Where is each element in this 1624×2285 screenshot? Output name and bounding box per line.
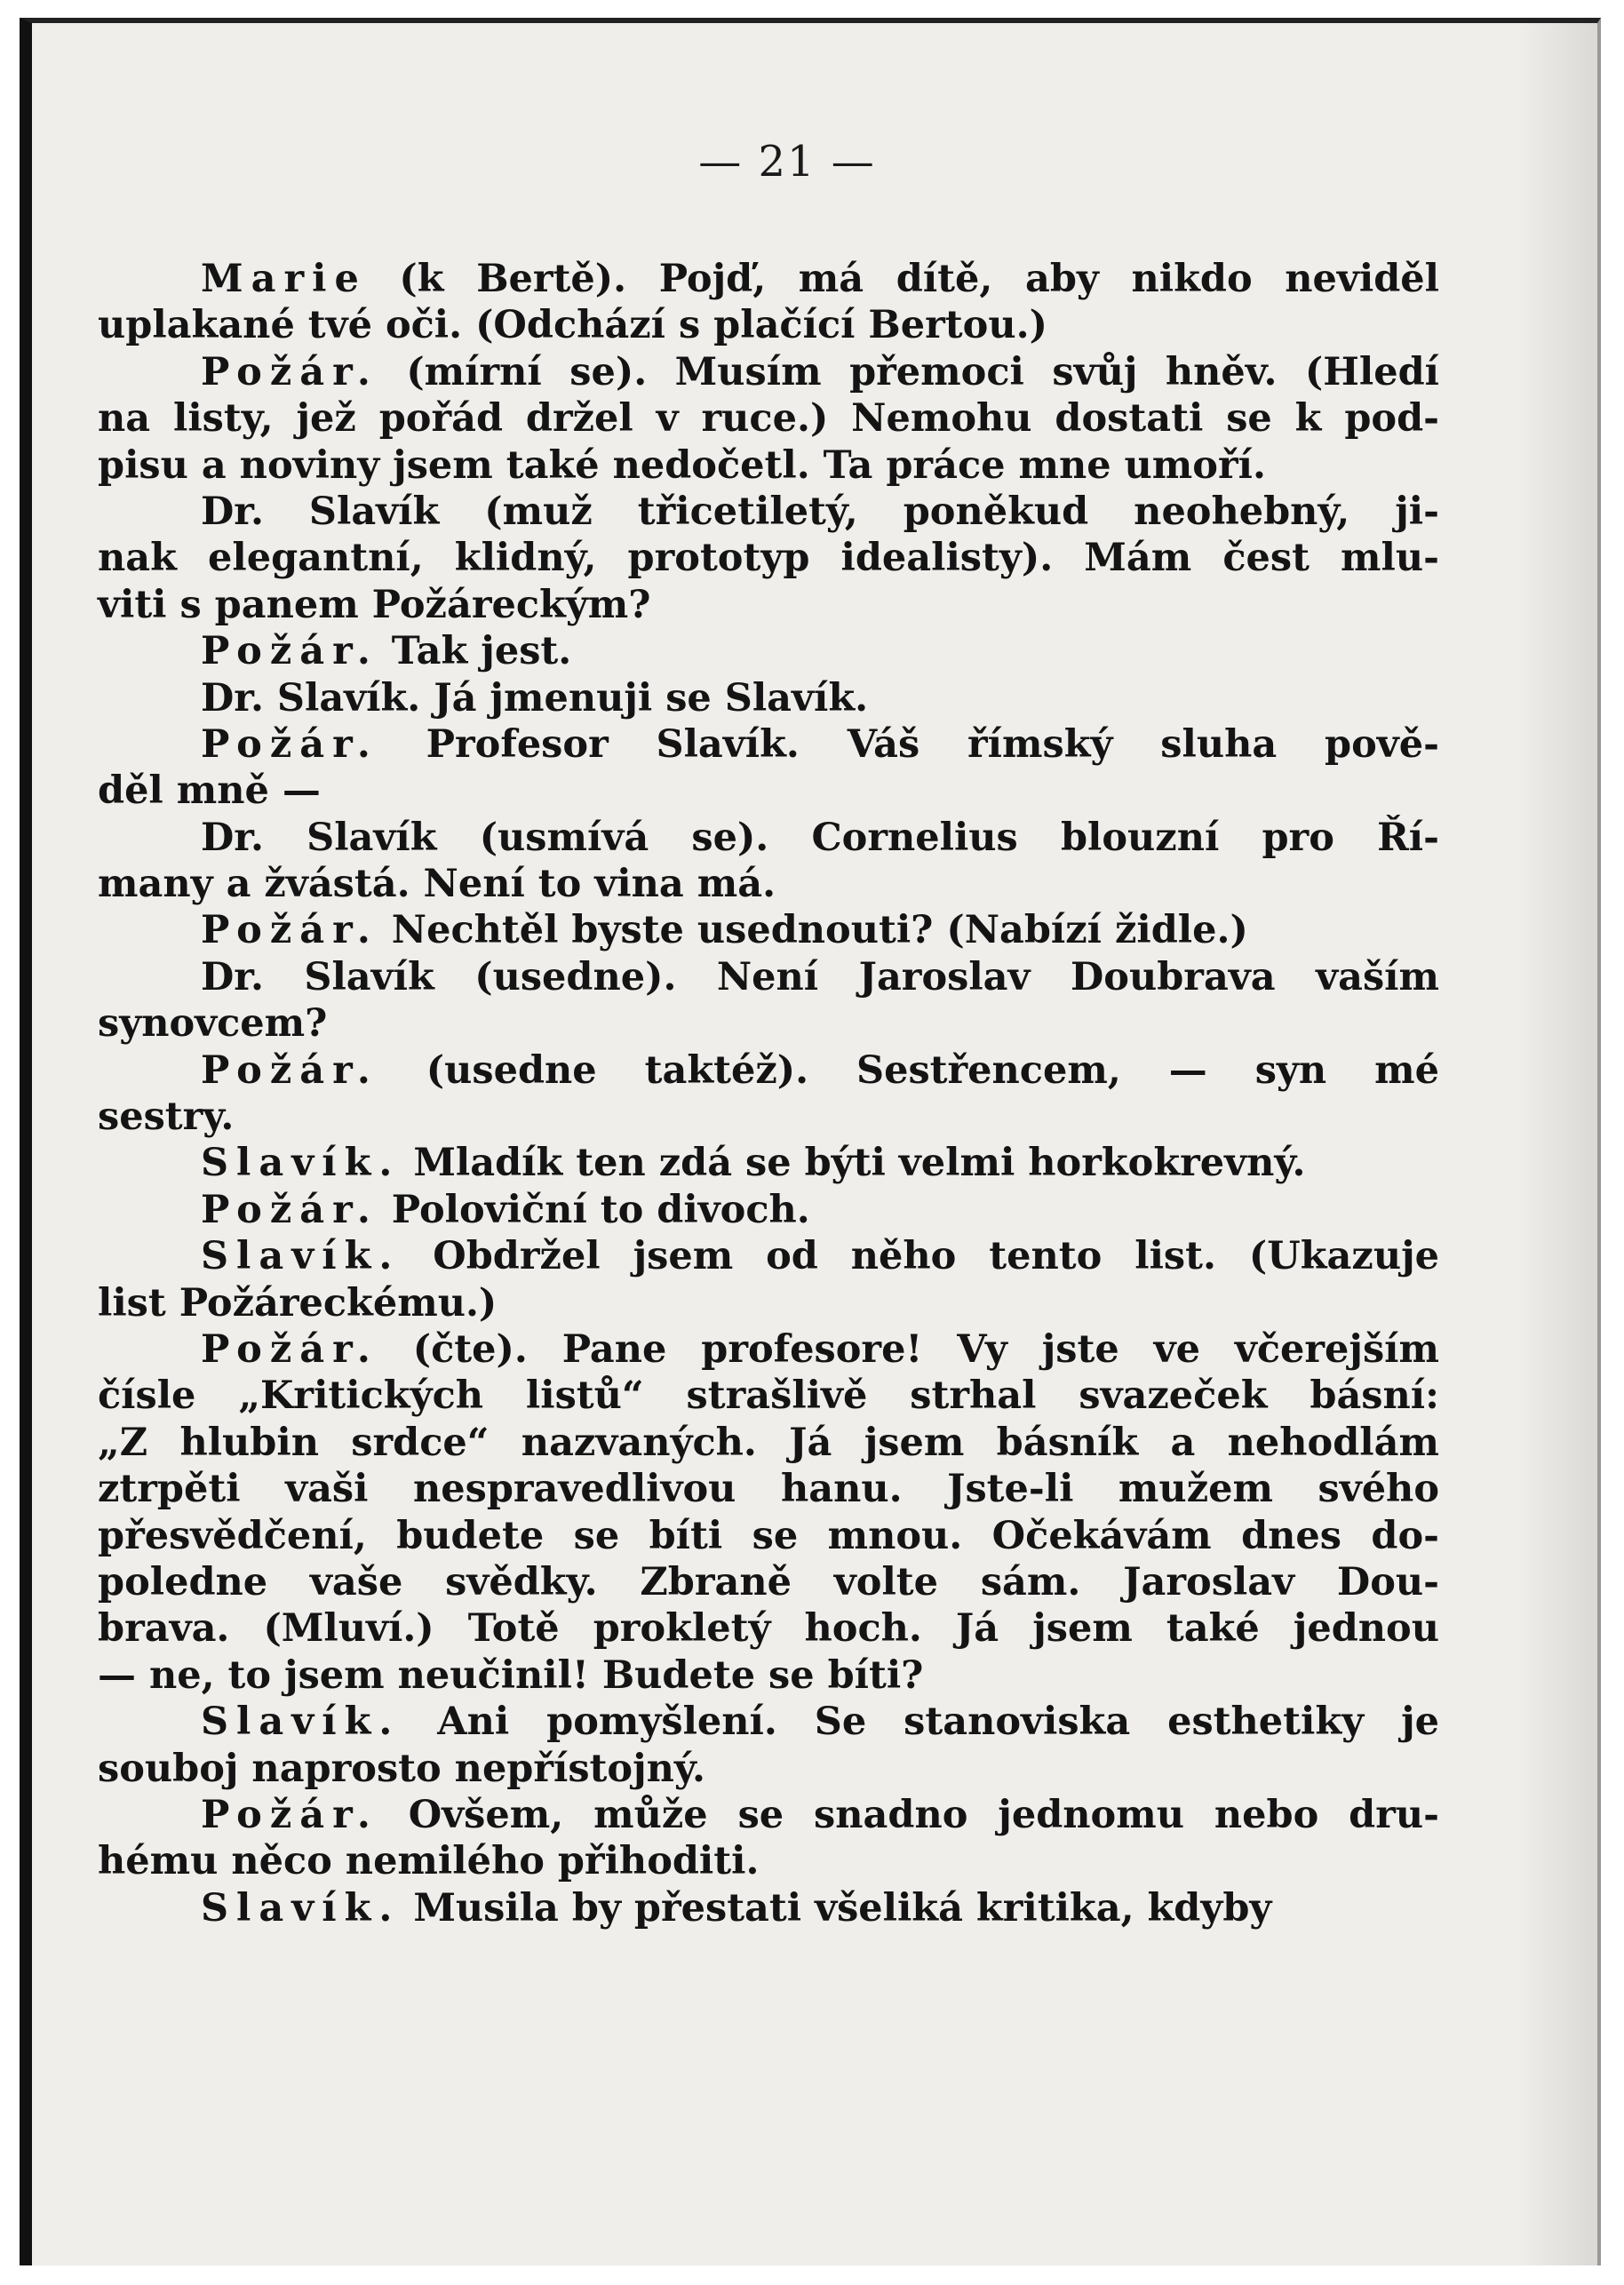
text-line: [98, 1373, 1439, 1419]
line-text: souboj naprosto nepřístojný.: [98, 1746, 705, 1791]
text-line: [98, 861, 1439, 907]
line-text: (mírní se). Musím přemoci svůj hněv. (Hledí: [378, 349, 1439, 394]
line-text: děl mně —: [98, 768, 321, 814]
line-text: Dr. Slavík (usedne). Není Jaroslav Doubrava vaším: [201, 954, 1439, 999]
line-text: brava. (Mluví.) Totě prokletý hoch. Já jsem také jednou: [98, 1606, 1439, 1652]
line-text: Tak jest.: [378, 629, 572, 674]
speaker-name: Požár.: [201, 349, 378, 394]
text-line: [98, 1466, 1439, 1512]
text-line: [98, 1326, 1439, 1373]
line-text: čísle „Kritických listů“ strašlivě strhal svazeček básní:: [98, 1373, 1439, 1419]
text-line: [98, 907, 1439, 953]
text-line: [98, 1792, 1439, 1838]
line-text: Ovšem, může se snadno jednomu nebo dru-: [378, 1792, 1439, 1837]
line-text: Obdržel jsem od něho tento list. (Ukazuje: [400, 1234, 1439, 1279]
line-text: Mladík ten zdá se býti velmi horkokrevný.: [400, 1141, 1306, 1186]
line-text: uplakané tvé oči. (Odchází s plačící Bertou.): [98, 303, 1047, 348]
line-text: Dr. Slavík (usmívá se). Cornelius blouzní pro Ří-: [201, 815, 1439, 860]
speaker-name: Marie: [201, 257, 367, 301]
speaker-name: Slavík.: [201, 1141, 401, 1186]
speaker-name: Slavík.: [201, 1234, 401, 1279]
text-line: [98, 1000, 1439, 1047]
line-text: ztrpěti vaši nespravedlivou hanu. Jste-li mužem svého: [98, 1467, 1439, 1512]
speaker-name: Požár.: [201, 908, 378, 953]
line-text: — ne, to jsem neučinil! Budete se bíti?: [98, 1652, 924, 1698]
text-line: [98, 1885, 1439, 1931]
line-text: many a žvástá. Není to vina má.: [98, 862, 776, 907]
line-text: synovcem?: [98, 1001, 328, 1047]
text-line: [98, 1420, 1439, 1466]
line-text: viti s panem Požáreckým?: [98, 582, 651, 627]
speaker-name: Slavík.: [201, 1700, 401, 1745]
text-line: [98, 1605, 1439, 1652]
line-text: pisu a noviny jsem také nedočetl. Ta práce mne umoří.: [98, 442, 1266, 488]
line-text: Musila by přestati všeliká kritika, kdyby: [400, 1885, 1272, 1931]
text-line: [98, 1699, 1439, 1745]
line-text: sestry.: [98, 1095, 235, 1140]
text-line: [98, 954, 1439, 1000]
text-line: [98, 1559, 1439, 1605]
text-line: [98, 1746, 1439, 1792]
text-line: [98, 1513, 1439, 1559]
text-line: [98, 442, 1439, 489]
line-text: (čte). Pane profesore! Vy jste ve včerejším: [378, 1326, 1439, 1372]
page-text-body: [98, 256, 1439, 1931]
line-text: Nechtěl byste usednouti? (Nabízí židle.): [378, 908, 1248, 953]
text-line: [98, 815, 1439, 861]
line-text: hému něco nemilého přihoditi.: [98, 1839, 760, 1884]
text-line: [98, 768, 1439, 814]
line-text: přesvědčení, budete se bíti se mnou. Očekávám dnes do-: [98, 1513, 1439, 1558]
text-line: [98, 721, 1439, 768]
text-line: [98, 535, 1439, 581]
speaker-name: Požár.: [201, 1326, 378, 1372]
text-line: [98, 489, 1439, 535]
line-text: nak elegantní, klidný, prototyp idealisty). Mám čest mlu-: [98, 536, 1439, 581]
text-line: [98, 1280, 1439, 1326]
line-text: (k Bertě). Pojď, má dítě, aby nikdo neviděl: [366, 257, 1439, 301]
text-line: [98, 1094, 1439, 1140]
line-text: Dr. Slavík. Já jmenuji se Slavík.: [201, 675, 869, 721]
line-text: (usedne taktéž). Sestřencem, — syn mé: [378, 1047, 1439, 1093]
text-line: [98, 1652, 1439, 1699]
text-line: [98, 628, 1439, 674]
line-text: poledne vaše svědky. Zbraně volte sám. Jaroslav Dou-: [98, 1559, 1439, 1604]
text-line: [98, 1838, 1439, 1884]
book-page: [20, 18, 1601, 2265]
text-line: [98, 302, 1439, 348]
text-line: [98, 1233, 1439, 1279]
text-line: [98, 395, 1439, 442]
line-text: Ani pomyšlení. Se stanoviska esthetiky je: [400, 1700, 1439, 1745]
speaker-name: Požár.: [201, 1792, 378, 1837]
text-line: [98, 582, 1439, 628]
page-number: — 21 —: [698, 137, 876, 187]
line-text: Poloviční to divoch.: [378, 1187, 810, 1232]
text-line: [98, 1187, 1439, 1233]
text-line: [98, 256, 1439, 302]
line-text: list Požáreckému.): [98, 1280, 498, 1326]
line-text: „Z hlubin srdce“ nazvaných. Já jsem básník a nehodlám: [98, 1420, 1439, 1465]
line-text: na listy, jež pořád držel v ruce.) Nemohu dostati se k pod-: [98, 396, 1439, 442]
line-text: Profesor Slavík. Váš římský sluha pově-: [378, 721, 1439, 767]
speaker-name: Požár.: [201, 629, 378, 674]
text-line: [98, 1047, 1439, 1094]
text-line: [98, 675, 1439, 721]
text-line: [98, 349, 1439, 395]
speaker-name: Slavík.: [201, 1885, 401, 1931]
text-line: [98, 1140, 1439, 1186]
speaker-name: Požár.: [201, 1047, 378, 1093]
line-text: Dr. Slavík (muž třicetiletý, poněkud neohebný, ji-: [201, 489, 1439, 534]
speaker-name: Požár.: [201, 1187, 378, 1232]
speaker-name: Požár.: [201, 721, 378, 767]
